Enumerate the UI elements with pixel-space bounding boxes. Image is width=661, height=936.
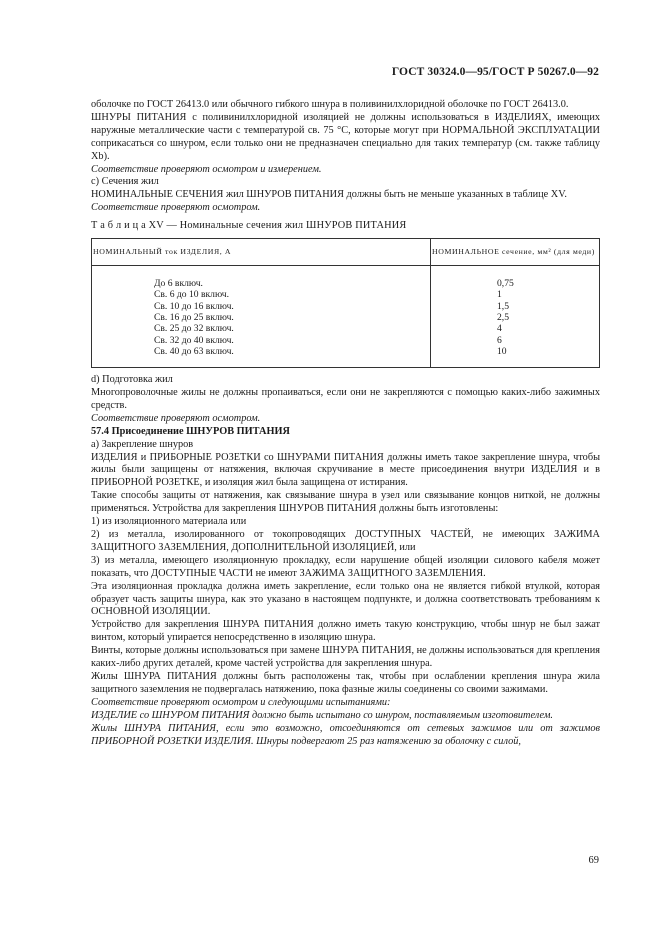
- paragraph: ШНУРЫ ПИТАНИЯ с поливинилхлоридной изоляцией не должны использоваться в ИЗДЕЛИЯХ, имеющих наружные металлические части с температурой св. 75 °С, которые могут при НОРМАЛЬНОЙ ЭКСПЛУАТАЦИИ соприкасаться со шнуром, если только они не предназначен специально для таких температур (см. также таблицу Xb).: [91, 111, 600, 162]
- paragraph: ИЗДЕЛИЯ и ПРИБОРНЫЕ РОЗЕТКИ со ШНУРАМИ ПИТАНИЯ должны иметь такое закрепление шнура, чтобы жилы были защищены от натяжения, включая скручивание в месте присоединения внутри ИЗДЕЛИЯ и в ПРИБОРНОЙ РОЗЕТКЕ, и изоляция жил была защищена от истирания.: [91, 451, 600, 489]
- compliance-note: Соответствие проверяют осмотром и измерением.: [91, 163, 322, 175]
- cross-section-table: [91, 238, 600, 368]
- test-paragraph: ИЗДЕЛИЕ со ШНУРОМ ПИТАНИЯ должно быть испытано со шнуром, поставляемым изготовителем.: [91, 709, 554, 721]
- page-content: [91, 99, 600, 748]
- section-heading: [91, 426, 600, 439]
- paragraph: Такие способы защиты от натяжения, как связывание шнура в узел или связывание концов ниткой, не должны применяться. Устройства для закрепления ШНУРОВ ПИТАНИЯ должны быть изготовлены:: [91, 490, 600, 515]
- compliance-note: Соответствие проверяют осмотром и следующими испытаниями:: [91, 696, 391, 708]
- subitem-heading: с) Сечения жил: [91, 176, 159, 188]
- list-item: 2) из металла, изолированного от токопроводящих ДОСТУПНЫХ ЧАСТЕЙ, не имеющих ЗАЖИМА ЗАЩИТНОГО ЗАЗЕМЛЕНИЯ, ДОПОЛНИТЕЛЬНОЙ ИЗОЛЯЦИЕЙ, или: [91, 529, 600, 553]
- page-number: 69: [588, 855, 599, 866]
- table-header-section: НОМИНАЛЬНОЕ сечение, мм² (для меди): [431, 239, 600, 266]
- current-range: Св. 32 до 40 включ.: [154, 334, 234, 346]
- paragraph: Винты, которые должны использоваться при замене ШНУРА ПИТАНИЯ, не должны использоваться для крепления каких-либо других деталей, кроме частей устройства для закрепления шнура.: [91, 645, 600, 670]
- section-value: 1,5: [497, 300, 509, 312]
- compliance-note: Соответствие проверяют осмотром.: [91, 412, 261, 424]
- current-range: Св. 16 до 25 включ.: [154, 311, 234, 323]
- section-value: 2,5: [497, 311, 509, 323]
- current-range: До 6 включ.: [154, 278, 203, 290]
- paragraph: НОМИНАЛЬНЫЕ СЕЧЕНИЯ жил ШНУРОВ ПИТАНИЯ должны быть не меньше указанных в таблице XV.: [91, 189, 567, 201]
- subitem-heading: d) Подготовка жил: [91, 374, 173, 386]
- current-range: Св. 25 до 32 включ.: [154, 323, 234, 335]
- section-value: 10: [497, 345, 507, 357]
- list-item: 3) из металла, имеющего изоляционную прокладку, если нарушение общей изоляции силового кабеля может показать, что ДОСТУПНЫЕ ЧАСТИ не имеют ЗАЖИМА ЗАЩИТНОГО ЗАЗЕМЛЕНИЯ.: [91, 554, 600, 579]
- current-range: Св. 10 до 16 включ.: [154, 300, 234, 312]
- paragraph: оболочке по ГОСТ 26413.0 или обычного гибкого шнура в поливинилхлоридной оболочке по ГОСТ 26413.0.: [91, 99, 569, 110]
- table-cell-sections: [431, 266, 600, 368]
- paragraph: Устройство для закрепления ШНУРА ПИТАНИЯ должно иметь такую конструкцию, чтобы шнур не был зажат винтом, который упирается непосредственно в изоляцию шнура.: [91, 619, 600, 644]
- current-range: Св. 40 до 63 включ.: [154, 345, 234, 357]
- current-range: Св. 6 до 10 включ.: [154, 289, 229, 301]
- table-header-current: НОМИНАЛЬНЫЙ ток ИЗДЕЛИЯ, А: [92, 239, 431, 266]
- section-value: 0,75: [497, 278, 514, 290]
- section-value: 6: [497, 334, 502, 346]
- test-paragraph: Жилы ШНУРА ПИТАНИЯ, если это возможно, отсоединяются от сетевых зажимов или от зажимов ПРИБОРНОЙ РОЗЕТКИ ИЗДЕЛИЯ. Шнуры подвергают 25 раз натяжению за оболочку с силой,: [91, 722, 600, 747]
- section-value: 4: [497, 323, 502, 335]
- section-value: 1: [497, 289, 502, 301]
- table-caption: Т а б л и ц а XV — Номинальные сечения жил ШНУРОВ ПИТАНИЯ: [91, 220, 407, 232]
- paragraph: Многопроволочные жилы не должны пропаиваться, если они не закрепляются с помощью каких-либо зажимных средств.: [91, 387, 600, 411]
- list-item: 1) из изоляционного материала или: [91, 516, 247, 528]
- paragraph: Эта изоляционная прокладка должна иметь закрепление, если только она не является гибкой втулкой, которая образует часть защиты шнура, как это указано в настоящем подпункте, и должна соответствовать требованиям к ОСНОВНОЙ ИЗОЛЯЦИИ.: [91, 580, 600, 618]
- table-cell-currents: [92, 266, 431, 368]
- page-header: ГОСТ 30324.0—95/ГОСТ Р 50267.0—92: [391, 66, 599, 78]
- compliance-note: Соответствие проверяют осмотром.: [91, 202, 261, 214]
- paragraph: Жилы ШНУРА ПИТАНИЯ должны быть расположены так, чтобы при ослаблении крепления шнура жила защитного заземления не подвергалась натяжению, пока фазные жилы соединены со своими зажимами.: [91, 670, 600, 695]
- section-number: 57.4: [91, 425, 110, 437]
- subitem-heading: а) Закрепление шнуров: [91, 438, 194, 450]
- section-title: Присоединение ШНУРОВ ПИТАНИЯ: [111, 425, 290, 437]
